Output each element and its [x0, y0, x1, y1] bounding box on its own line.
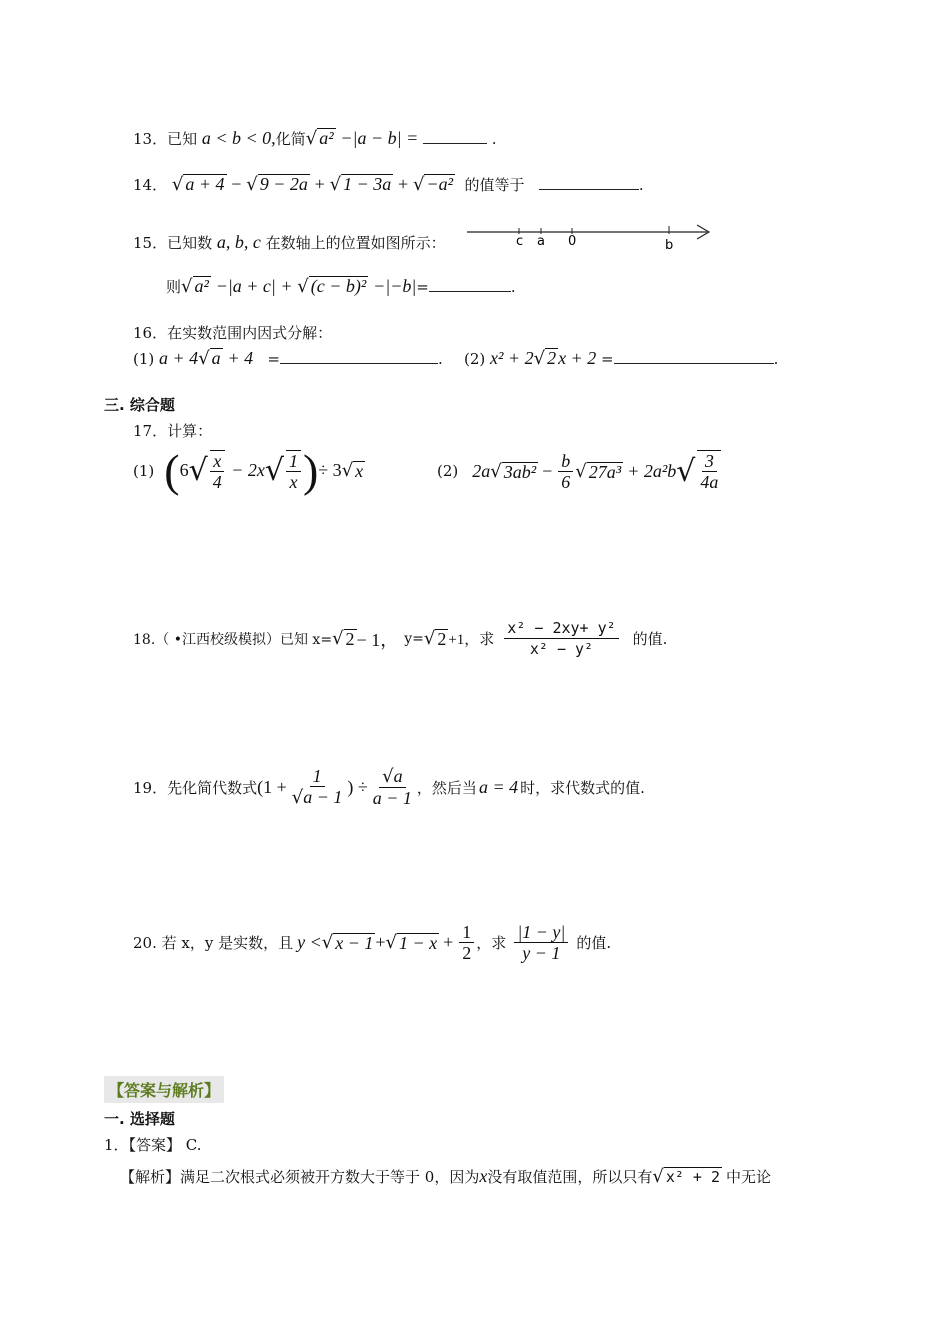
q18-end: 的值. — [632, 630, 668, 648]
q18-x-minus: − 1， — [356, 629, 399, 650]
q20-frac-abs — [514, 922, 568, 963]
question-16 — [133, 322, 332, 343]
radical-icon: √ — [676, 453, 696, 489]
q20-ineq: y < — [297, 932, 322, 952]
radical-icon: √ — [382, 766, 394, 787]
radical-icon: √ — [188, 453, 208, 488]
q16-end1: . — [438, 350, 443, 368]
left-paren: ( — [164, 445, 180, 496]
q14-text: 的值等于 — [464, 176, 525, 194]
question-13 — [133, 128, 497, 149]
q19-end: 时，求代数式的值. — [520, 778, 645, 797]
frac-den: y − 1 — [522, 943, 561, 963]
q19-frac-1 — [289, 766, 346, 808]
q13-number: 13． — [133, 130, 168, 148]
q19-div: ) ÷ — [347, 776, 368, 797]
q14-end: . — [638, 176, 644, 194]
question-15 — [133, 232, 446, 253]
q15-radical-2: (c − b)² — [310, 276, 367, 296]
q16-eq1: = — [267, 350, 280, 368]
question-20 — [133, 922, 611, 963]
q15-abs-1: −|a + c| + — [215, 276, 293, 296]
minus-sign: − — [231, 174, 242, 194]
frac-den: x² − y² — [529, 640, 594, 658]
q18-x-rad: 2 — [345, 629, 355, 649]
radical-icon: √ — [198, 348, 210, 369]
a1-end: 中无论 — [726, 1168, 772, 1186]
frac-num: x² − 2xy+ y² — [504, 618, 618, 639]
question-14 — [133, 174, 644, 195]
radical-icon: √ — [423, 628, 436, 649]
q19-frac-2 — [370, 766, 415, 808]
q14-radical-1: a + 4 — [185, 174, 225, 194]
answer-1: 1．【答案】 C. — [104, 1136, 202, 1154]
label-0: 0 — [568, 234, 577, 249]
q19-open: (1 + — [257, 776, 287, 797]
q15-vars: a, b, c — [216, 232, 261, 252]
frac-num: 1 — [459, 922, 474, 943]
q14-number: 14． — [133, 176, 168, 194]
radical-icon: √ — [329, 174, 342, 195]
right-paren: ) — [302, 445, 319, 496]
q16-answer-blank-1[interactable] — [280, 349, 438, 364]
frac-num — [379, 766, 405, 788]
label-b: b — [665, 238, 674, 252]
radical-icon: √ — [341, 460, 354, 481]
q16-part1-label: (1) — [133, 350, 155, 368]
q19-cond: a = 4 — [478, 776, 519, 797]
q17-divide: ÷ 3 — [318, 460, 342, 480]
q17-plus-term: + 2a²b — [627, 460, 677, 481]
question-19 — [133, 766, 645, 808]
label-c: c — [516, 234, 524, 249]
q16-expr1-a: a + 4 — [159, 348, 199, 368]
q14-radical-3: 1 − 3a — [343, 174, 392, 194]
q16-answer-blank-2[interactable] — [614, 349, 774, 364]
q13-mid: 化简 — [275, 130, 306, 148]
a1-rad: x² + 2 — [665, 1168, 721, 1186]
question-15-expr — [166, 276, 516, 297]
q13-expression: −|a − b| = — [340, 128, 419, 148]
q14-radical-4: −a² — [426, 174, 453, 194]
q16-number: 16． — [133, 324, 168, 342]
q17-part1-label: (1) — [133, 461, 155, 480]
q20-mid: ，求 — [476, 934, 507, 952]
q17-2a: 2a — [472, 460, 491, 481]
section-3-title: 三. 综合题 — [104, 396, 175, 414]
q18-fraction — [504, 618, 618, 659]
q17-frac-1x — [286, 450, 301, 492]
radical-icon: √ — [246, 174, 258, 195]
q18-y-plus: +1，求 — [448, 632, 495, 648]
radical-icon: √ — [575, 460, 587, 482]
radical-icon: √ — [321, 932, 334, 953]
q16-end2: . — [773, 350, 779, 368]
q17-rad-x: x — [355, 461, 364, 481]
question-17: 17．计算： — [133, 422, 213, 440]
coef-6: 6 — [179, 460, 189, 480]
q16-expr2-rad: 2 — [547, 348, 557, 368]
q15-end: . — [510, 278, 516, 296]
a1-expl-text: 【解析】满足二次根式必须被开方数大于等于 0，因为 — [120, 1168, 480, 1186]
radical-icon: √ — [297, 276, 309, 297]
a1-var: x — [479, 1166, 488, 1186]
q17-frac-x4 — [210, 450, 225, 492]
q16-part2-label: (2) — [464, 350, 486, 368]
q20-frac-half — [459, 922, 474, 963]
answers-section-1: 一. 选择题 — [104, 1110, 175, 1128]
answer-1-explanation — [120, 1166, 771, 1187]
frac-den: 2 — [462, 943, 472, 963]
q17-rad-3ab2: 3ab² — [503, 461, 537, 482]
radical-icon: √ — [264, 453, 284, 488]
frac-num: 1 — [286, 451, 301, 472]
q15-answer-blank[interactable] — [429, 277, 511, 292]
frac-den: 4 — [212, 471, 222, 492]
q16-expr1-b: + 4 — [227, 348, 254, 368]
question-16-part-2 — [464, 348, 778, 369]
answers-header: 【答案与解析】 — [104, 1076, 224, 1103]
frac-den: a − 1 — [372, 788, 412, 808]
radical-icon: √ — [533, 348, 546, 369]
frac-den-text: a − 1 — [303, 787, 343, 807]
q18-y-rad: 2 — [437, 629, 447, 649]
q16-eq2: = — [600, 350, 614, 368]
q17-minus: − — [542, 460, 553, 481]
q20-text: 20. 若 x，y 是实数，且 — [133, 934, 294, 952]
q15-text: 已知数 — [167, 234, 213, 252]
frac-den: 6 — [561, 471, 571, 492]
q20-rad-2: 1 − x — [399, 933, 438, 953]
radical-icon: √ — [332, 628, 344, 649]
frac-num: |1 − y| — [514, 922, 568, 943]
q13-condition: a < b < 0, — [201, 128, 276, 148]
q17-frac-b6 — [558, 451, 573, 492]
label-a: a — [537, 234, 545, 249]
q16-expr2-b: x + 2 — [558, 348, 597, 368]
q13-end: . — [491, 130, 497, 148]
q16-expr1-rad: a — [211, 348, 221, 368]
question-17-part-1 — [133, 444, 365, 497]
frac-num-text: a — [393, 766, 403, 786]
frac-num: x — [210, 451, 224, 472]
q17-part2-label: (2) — [437, 462, 459, 480]
plus-sign: + — [398, 174, 409, 194]
plus-sign: + — [314, 174, 325, 194]
radical-icon: √ — [412, 174, 425, 195]
q15-eq: = — [416, 278, 429, 296]
radical-icon: √ — [652, 1166, 664, 1187]
q18-y: y= — [404, 630, 424, 647]
q15-radical-1: a² — [194, 276, 209, 296]
frac-den — [289, 787, 346, 808]
q18-text: 18.（ •江西校级模拟）已知 x= — [133, 631, 333, 648]
q14-answer-blank[interactable] — [539, 175, 639, 190]
frac-num: 1 — [310, 766, 325, 787]
q15-then: 则 — [166, 278, 182, 296]
q19-mid: ，然后当 — [416, 778, 477, 797]
q17-frac-34a — [697, 450, 721, 492]
frac-den: 4a — [700, 472, 719, 492]
q16-text: 在实数范围内因式分解： — [167, 324, 333, 342]
radical-icon: √ — [490, 460, 502, 482]
q17-rad-27a3: 27a³ — [588, 461, 622, 482]
question-16-part-1 — [133, 348, 443, 369]
question-17-part-2 — [437, 450, 723, 492]
q20-plus: + — [375, 932, 386, 952]
radical-icon: √ — [305, 128, 318, 149]
q15-number: 15． — [133, 234, 168, 252]
radical-icon: √ — [171, 174, 184, 195]
question-18 — [133, 618, 667, 659]
q14-radical-2: 9 − 2a — [259, 174, 308, 194]
a1-expl-text2: 没有取值范围，所以只有 — [487, 1168, 653, 1186]
radical-icon: √ — [291, 787, 304, 808]
frac-den: x — [289, 471, 298, 492]
q13-answer-blank[interactable] — [423, 129, 487, 144]
q19-text: 19．先化简代数式 — [133, 778, 258, 797]
q13-pre: 已知 — [167, 130, 198, 148]
frac-num: 3 — [702, 451, 717, 472]
q17-term2: − 2x — [226, 460, 265, 480]
q20-plus2: + — [443, 932, 454, 952]
q20-rad-1: x − 1 — [335, 933, 374, 953]
radical-icon: √ — [385, 932, 397, 953]
q15-text2: 在数轴上的位置如图所示： — [265, 234, 446, 252]
q20-end: 的值. — [576, 934, 612, 952]
radical-icon: √ — [181, 276, 193, 297]
q15-abs-2: −|−b| — [373, 276, 417, 296]
number-line — [465, 222, 715, 252]
q13-radicand: a² — [319, 128, 334, 148]
q16-expr2-a: x² + 2 — [490, 348, 534, 368]
frac-num: b — [558, 451, 573, 472]
